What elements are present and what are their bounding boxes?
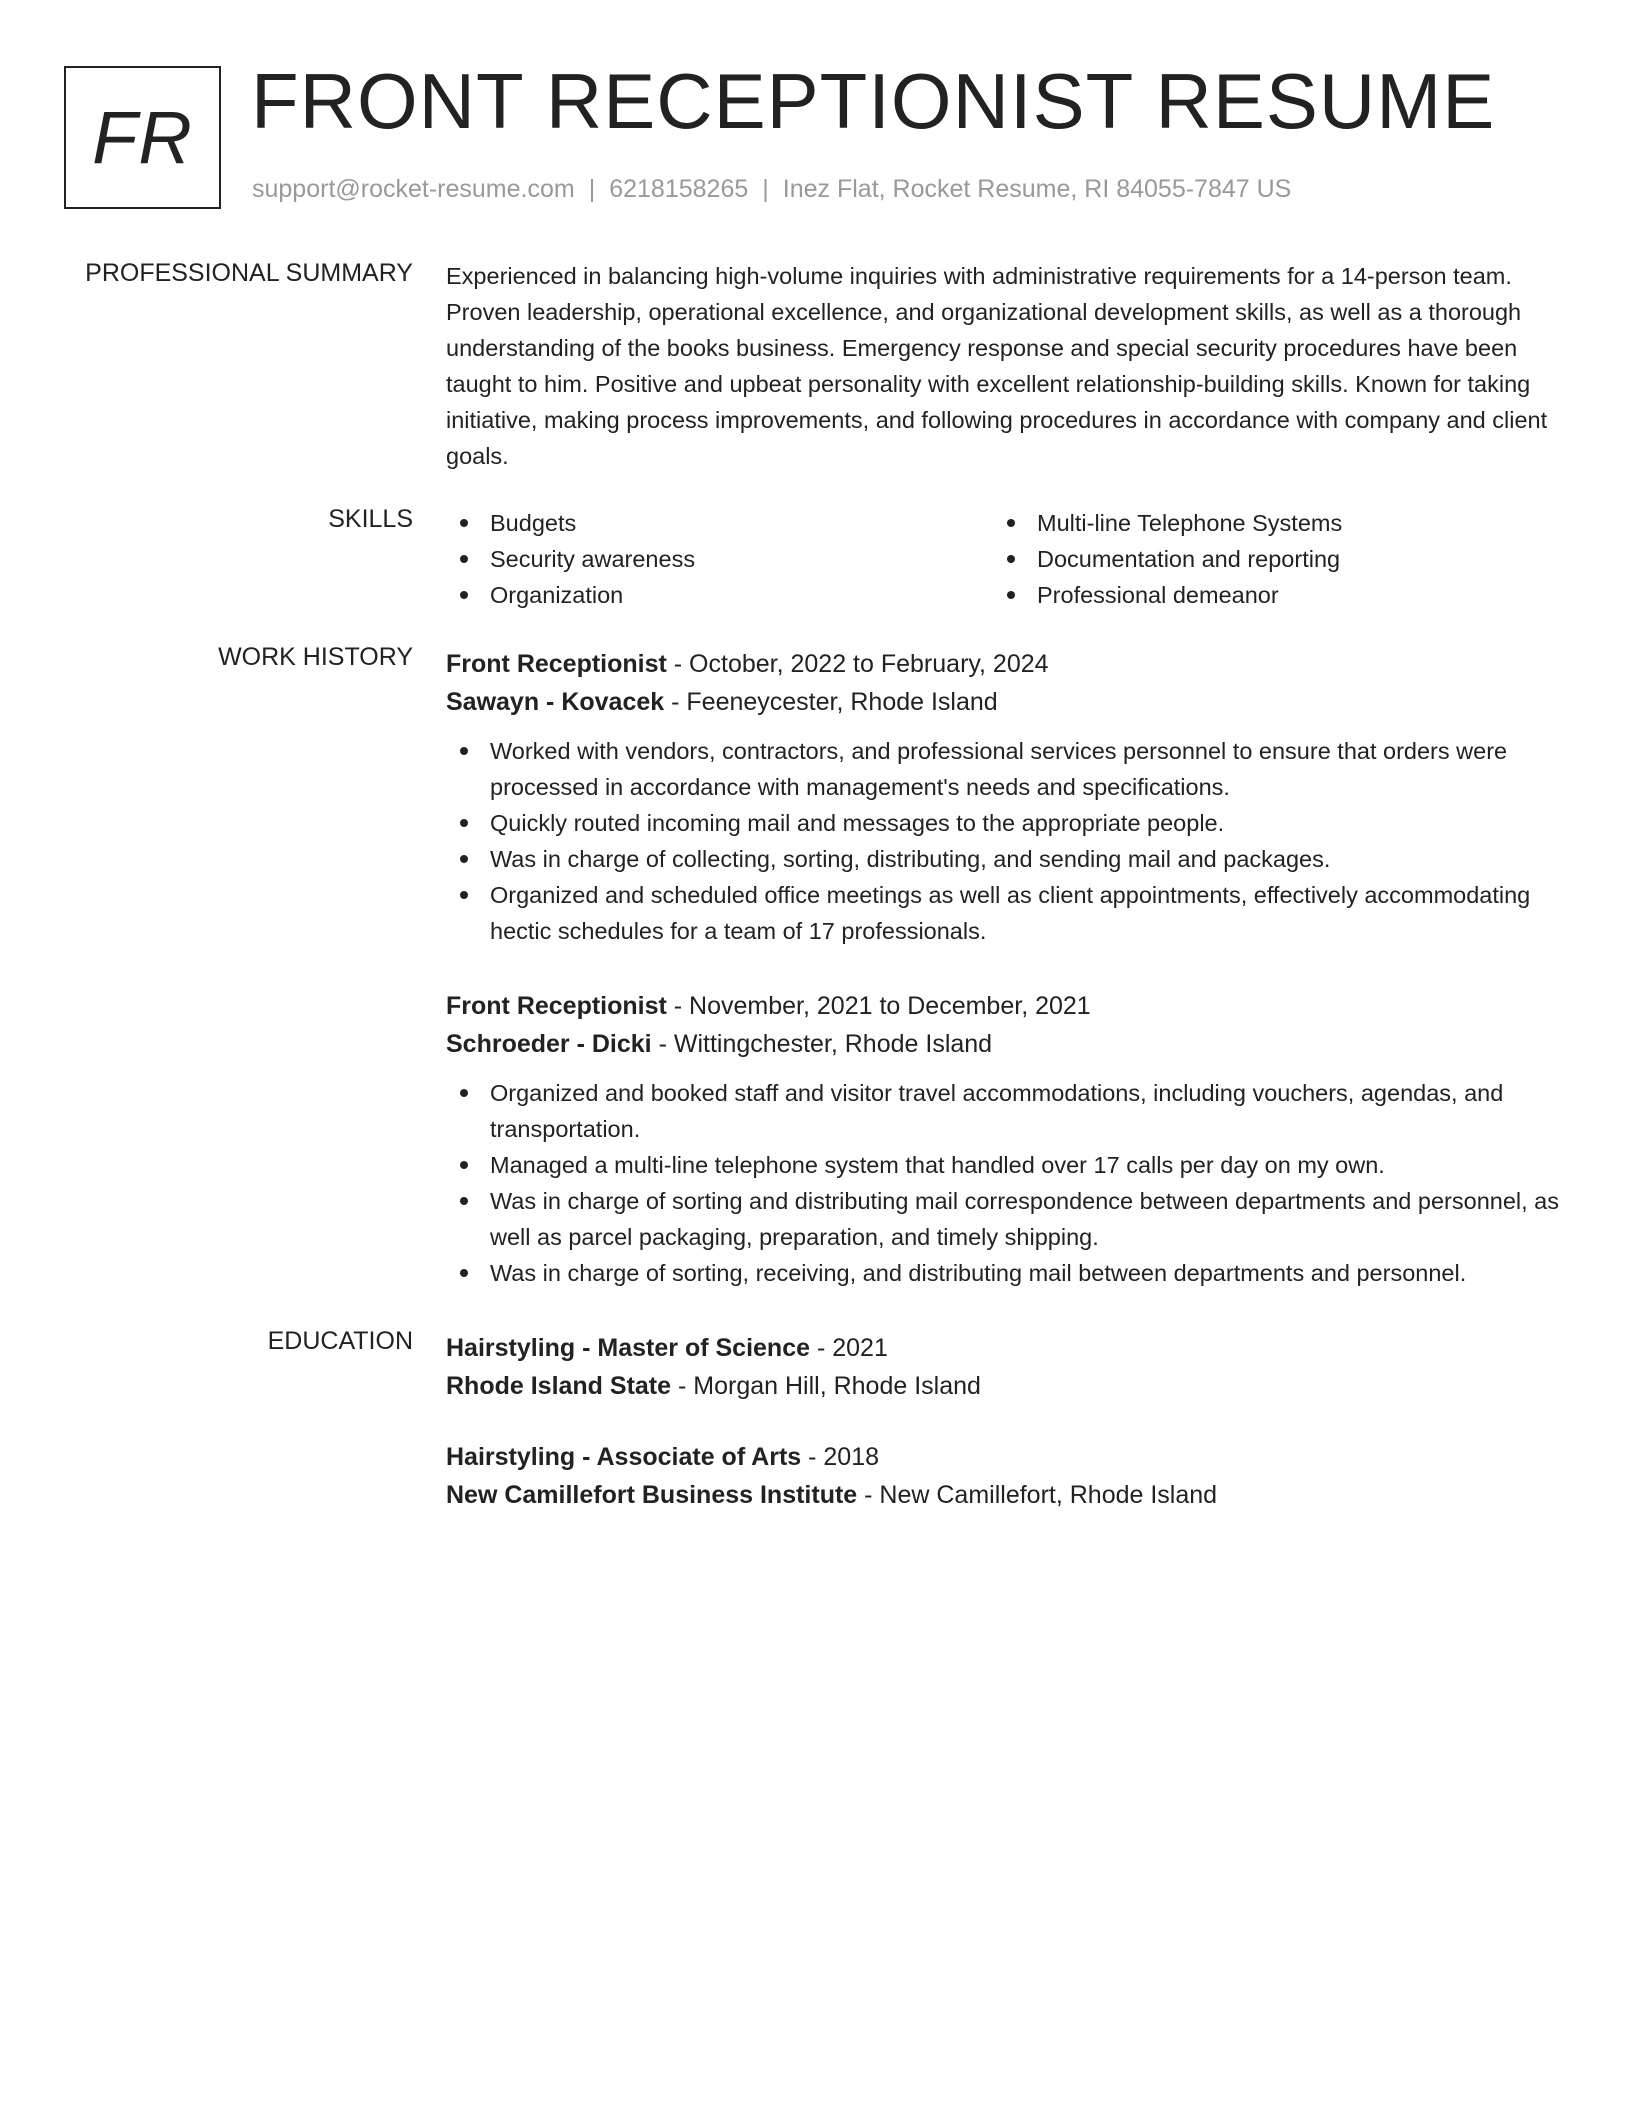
job-duty: Was in charge of sorting, receiving, and distributing mail between departments and personnel.	[446, 1255, 1566, 1291]
job-duty: Managed a multi-line telephone system that handled over 17 calls per day on my own.	[446, 1147, 1566, 1183]
monogram-initials: FR	[92, 96, 193, 179]
job-duty: Organized and booked staff and visitor travel accommodations, including vouchers, agendas, and transportation.	[446, 1075, 1566, 1147]
education-year: - 2021	[810, 1334, 888, 1362]
monogram-box	[64, 66, 221, 209]
skills-list-left	[446, 505, 966, 613]
job-duty: Quickly routed incoming mail and messages to the appropriate people.	[446, 805, 1566, 841]
skill-item: Multi-line Telephone Systems	[993, 505, 1553, 541]
job-title-line	[446, 645, 1566, 683]
job-location: - Wittingchester, Rhode Island	[651, 1030, 993, 1058]
job-company: Schroeder - Dicki	[446, 1030, 652, 1058]
job-duty: Was in charge of sorting and distributing mail correspondence between departments and personnel, as well as parcel packaging, preparation, and timely shipping.	[446, 1183, 1566, 1255]
skill-item: Budgets	[446, 505, 966, 541]
job-company-line	[446, 683, 1566, 721]
job-company-line	[446, 1025, 1566, 1063]
education-year: - 2018	[801, 1443, 880, 1471]
skill-item: Documentation and reporting	[993, 541, 1553, 577]
resume-title: FRONT RECEPTIONIST RESUME	[251, 57, 1496, 145]
education-school: New Camillefort Business Institute	[446, 1481, 858, 1509]
summary-text: Experienced in balancing high-volume inquiries with administrative requirements for a 14-person team. Proven leadership, operational excellence, and organizational development skills, as well as a thorough understanding of the books business. Emergency response and special security procedures have been taught to him. Positive and upbeat personality with excellent relationship-building skills. Known for taking initiative, making process improvements, and following procedures in accordance with company and client goals.	[446, 263, 1548, 469]
job-location: - Feeneycester, Rhode Island	[664, 688, 998, 716]
job-title: Front Receptionist	[446, 992, 667, 1020]
education-entry	[446, 1438, 1566, 1514]
skills-list-right	[993, 505, 1553, 613]
skill-item: Organization	[446, 577, 966, 613]
section-label-education: EDUCATION	[267, 1327, 413, 1355]
education-degree: Hairstyling - Associate of Arts	[446, 1443, 802, 1471]
contact-separator: |	[762, 175, 769, 203]
section-label-work-history: WORK HISTORY	[218, 643, 413, 671]
education-entry	[446, 1329, 1566, 1405]
job-entry	[446, 645, 1566, 949]
job-entry	[446, 987, 1566, 1291]
section-label-summary: PROFESSIONAL SUMMARY	[85, 259, 413, 287]
skill-item: Professional demeanor	[993, 577, 1553, 613]
education-location: - New Camillefort, Rhode Island	[857, 1481, 1218, 1509]
job-duties-list	[446, 733, 1566, 949]
job-dates: - October, 2022 to February, 2024	[666, 650, 1049, 678]
contact-line	[252, 175, 1291, 204]
education-degree: Hairstyling - Master of Science	[446, 1334, 811, 1362]
education-degree-line	[446, 1329, 1566, 1367]
education-school: Rhode Island State	[446, 1372, 672, 1400]
job-duty: Was in charge of collecting, sorting, distributing, and sending mail and packages.	[446, 841, 1566, 877]
skill-item: Security awareness	[446, 541, 966, 577]
job-title-line	[446, 987, 1566, 1025]
education-location: - Morgan Hill, Rhode Island	[671, 1372, 981, 1400]
job-title: Front Receptionist	[446, 650, 667, 678]
education-school-line	[446, 1476, 1566, 1514]
job-duties-list	[446, 1075, 1566, 1291]
job-duty: Worked with vendors, contractors, and professional services personnel to ensure that orders were processed in accordance with management's needs and specifications.	[446, 733, 1566, 805]
contact-address: Inez Flat, Rocket Resume, RI 84055-7847 US	[782, 175, 1292, 203]
job-company: Sawayn - Kovacek	[446, 688, 665, 716]
contact-phone: 6218158265	[609, 175, 749, 203]
contact-separator: |	[588, 175, 596, 203]
job-duty: Organized and scheduled office meetings as well as client appointments, effectively accommodating hectic schedules for a team of 17 professionals.	[446, 877, 1566, 949]
education-school-line	[446, 1367, 1566, 1405]
job-dates: - November, 2021 to December, 2021	[666, 992, 1091, 1020]
education-degree-line	[446, 1438, 1566, 1476]
contact-email: support@rocket-resume.com	[252, 175, 575, 203]
section-label-skills: SKILLS	[328, 505, 413, 533]
